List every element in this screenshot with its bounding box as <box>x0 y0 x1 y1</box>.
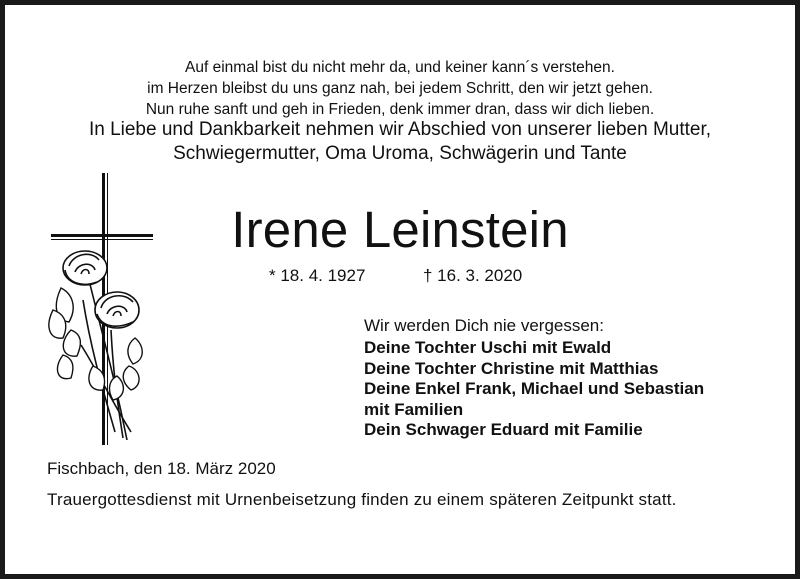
poem-line: Nun ruhe sanft und geh in Frieden, denk immer dran, dass wir dich lieben. <box>145 101 655 118</box>
mourner-entry: mit Familien <box>364 399 464 419</box>
mourner-entry: Dein Schwager Eduard mit Familie <box>364 420 643 439</box>
intro-line: In Liebe und Dankbarkeit nehmen wir Abschied von unserer lieben Mutter, <box>88 119 712 140</box>
poem-line: im Herzen bleibst du uns ganz nah, bei jedem Schritt, den wir jetzt gehen. <box>147 80 653 97</box>
poem <box>5 57 795 120</box>
mourner-entry: Deine Tochter Uschi mit Ewald <box>364 338 612 357</box>
death-date: † 16. 3. 2020 <box>423 266 523 285</box>
deceased-name: Irene Leinstein <box>231 201 569 258</box>
poem-line: Auf einmal bist du nicht mehr da, und keiner kann´s verstehen. <box>185 59 615 76</box>
mourner-entry: Deine Enkel Frank, Michael und Sebastian <box>364 379 705 398</box>
mourners-list <box>364 338 704 441</box>
service-note: Trauergottesdienst mit Urnenbeisetzung finden zu einem späteren Zeitpunkt statt. <box>47 490 677 509</box>
place-and-date: Fischbach, den 18. März 2020 <box>47 459 276 478</box>
birth-date: * 18. 4. 1927 <box>269 266 366 285</box>
farewell-intro <box>5 118 795 166</box>
mourner-entry: Deine Tochter Christine mit Matthias <box>364 358 659 378</box>
memorial-line: Wir werden Dich nie vergessen: <box>364 316 604 335</box>
intro-line: Schwiegermutter, Oma Uroma, Schwägerin und Tante <box>173 143 627 164</box>
